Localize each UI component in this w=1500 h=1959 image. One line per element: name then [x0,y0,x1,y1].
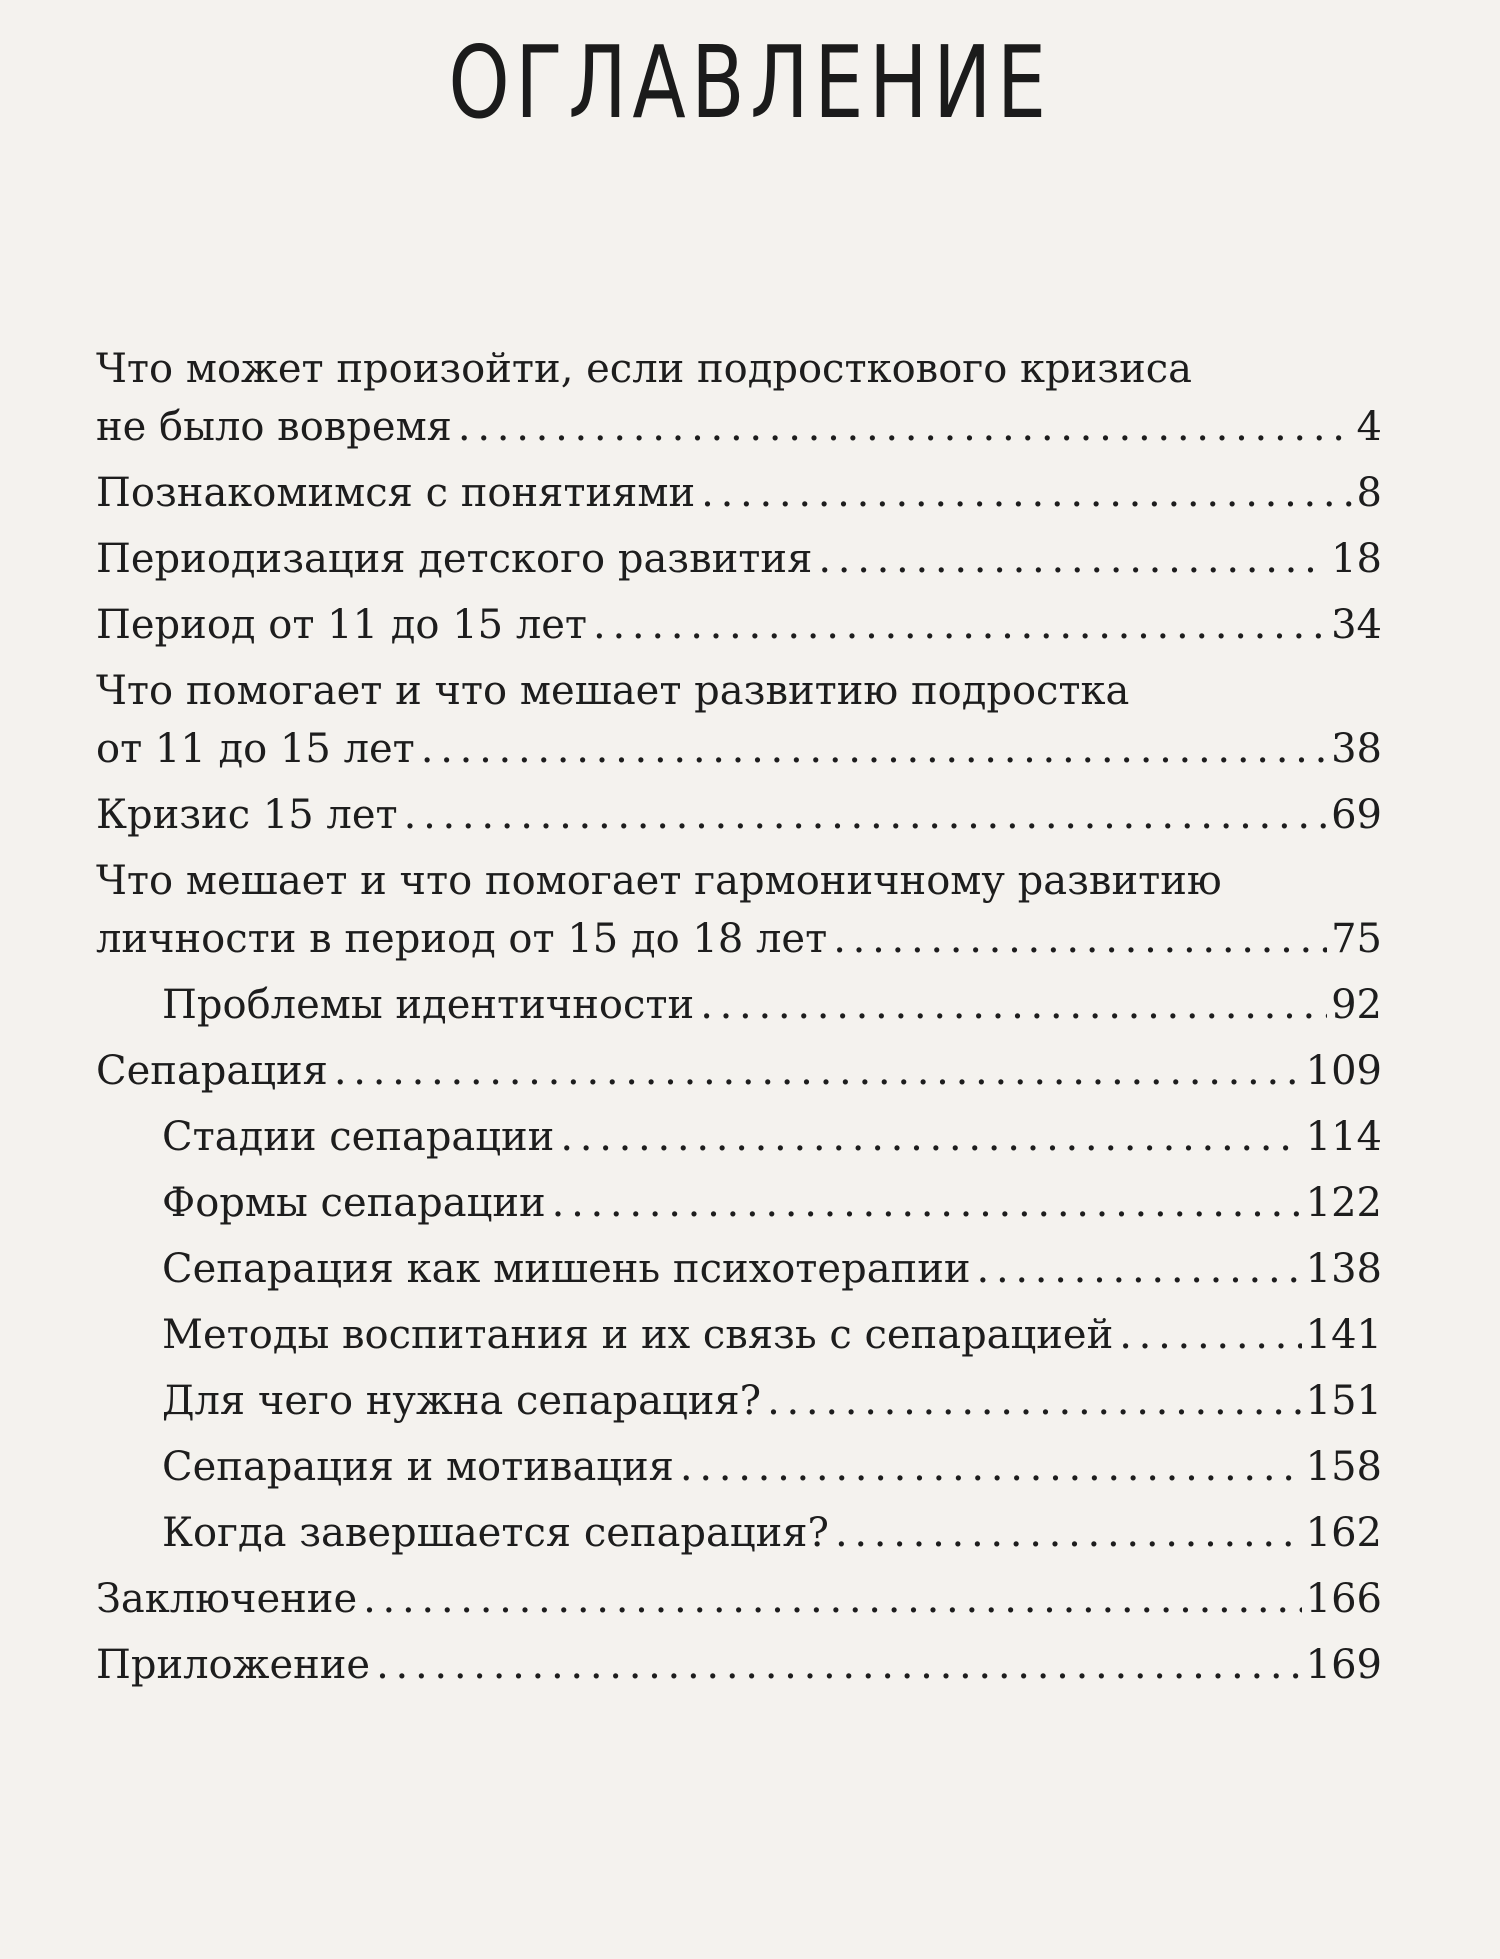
toc-entry-identity-problems[interactable] [96,976,1382,1034]
toc-entry-text: Стадии сепарации [162,1114,555,1160]
toc-page-number: 166 [1305,1576,1382,1622]
dot-leader [363,1570,1302,1628]
toc-entry-text: Для чего нужна сепарация? [162,1378,762,1424]
toc-entry-text: не было вовремя [96,404,452,450]
toc-entry-text: Сепарация [96,1048,328,1094]
dot-leader [458,398,1353,456]
toc-page-number: 75 [1331,916,1382,962]
dot-leader [767,1372,1302,1430]
toc-entry-text: Периодизация детского развития [96,536,813,582]
dot-leader [833,910,1327,968]
page-title: ОГЛАВЛЕНИЕ [448,24,1052,141]
toc-entry-what-may-happen[interactable] [96,340,1382,456]
toc-page-number: 92 [1331,982,1382,1028]
toc-page-number: 151 [1305,1378,1382,1424]
toc-entry-period-11-15[interactable] [96,596,1382,654]
toc-entry-text-line1: Что может произойти, если подросткового кризиса [96,346,1193,392]
toc-entry-text: Период от 11 до 15 лет [96,602,588,648]
toc-entry-separation-motivation[interactable] [96,1438,1382,1496]
toc-page-number: 169 [1305,1642,1382,1688]
toc-entry-text: Методы воспитания и их связь с сепарацией [162,1312,1114,1358]
toc-entry-text: Познакомимся с понятиями [96,470,696,516]
dot-leader [1119,1306,1301,1364]
dot-leader [680,1438,1302,1496]
dot-leader [376,1636,1302,1694]
dot-leader [818,530,1327,588]
toc-entry-text-line1: Что мешает и что помогает гармоничному развитию [96,858,1222,904]
toc-entry-conclusion[interactable] [96,1570,1382,1628]
toc-entry-periodization[interactable] [96,530,1382,588]
toc-entry-crisis-15[interactable] [96,786,1382,844]
toc-entry-harmonious-development[interactable] [96,852,1382,968]
dot-leader [835,1504,1302,1562]
dot-leader [700,976,1327,1034]
toc-entry-separation-stages[interactable] [96,1108,1382,1166]
toc-entry-text: Сепарация как мишень психотерапии [162,1246,971,1292]
toc-entry-text: личности в период от 15 до 18 лет [96,916,828,962]
toc-page-number: 8 [1356,470,1382,516]
toc-entry-text-line1: Что помогает и что мешает развитию подростка [96,668,1130,714]
toc-entry-upbringing-methods[interactable] [96,1306,1382,1364]
toc-page-number: 122 [1305,1180,1382,1226]
toc-entry-text: от 11 до 15 лет [96,726,415,772]
toc-entry-text: Когда завершается сепарация? [162,1510,829,1556]
toc-entry-helps-hinders-11-15[interactable] [96,662,1382,778]
toc-entry-text: Приложение [96,1642,371,1688]
toc-page-number: 18 [1331,536,1382,582]
dot-leader [593,596,1327,654]
dot-leader [421,720,1327,778]
toc-page-number: 158 [1305,1444,1382,1490]
toc-entry-separation[interactable] [96,1042,1382,1100]
dot-leader [701,464,1352,522]
toc-page-number: 109 [1305,1048,1382,1094]
dot-leader [404,786,1327,844]
toc-entry-appendix[interactable] [96,1636,1382,1694]
toc-page-number: 141 [1305,1312,1382,1358]
toc-entry-text: Заключение [96,1576,358,1622]
toc-entry-concepts[interactable] [96,464,1382,522]
toc-entry-text: Сепарация и мотивация [162,1444,674,1490]
toc-page-number: 34 [1331,602,1382,648]
toc-entry-why-separation[interactable] [96,1372,1382,1430]
dot-leader [552,1174,1302,1232]
toc-page-number: 38 [1331,726,1382,772]
toc-entry-text: Формы сепарации [162,1180,546,1226]
toc-page-number: 4 [1356,404,1382,450]
toc-entry-separation-psychotherapy[interactable] [96,1240,1382,1298]
dot-leader [977,1240,1302,1298]
dot-leader [560,1108,1301,1166]
toc-entry-text: Кризис 15 лет [96,792,398,838]
toc-entry-separation-forms[interactable] [96,1174,1382,1232]
toc-page-number: 69 [1331,792,1382,838]
toc-page-number: 114 [1305,1114,1382,1160]
toc-page-number: 138 [1305,1246,1382,1292]
toc-entry-separation-end[interactable] [96,1504,1382,1562]
toc-entry-text: Проблемы идентичности [162,982,695,1028]
table-of-contents [96,340,1382,1694]
toc-page-number: 162 [1305,1510,1382,1556]
dot-leader [334,1042,1302,1100]
